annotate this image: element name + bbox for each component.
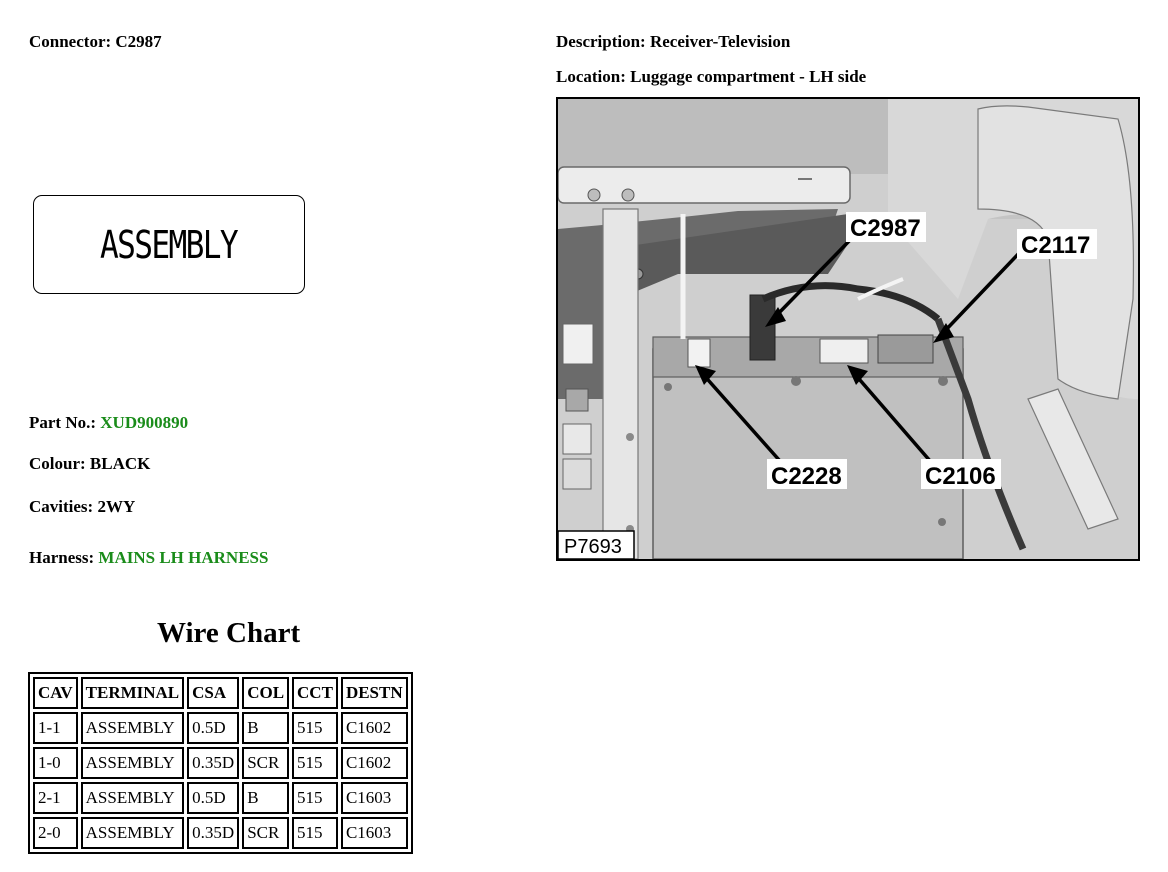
colour-value: BLACK	[89, 454, 151, 473]
cavities-line	[29, 497, 135, 517]
cell-csa: 0.35D	[187, 817, 239, 849]
cell-csa: 0.35D	[187, 747, 239, 779]
table-row	[33, 712, 408, 744]
cell-destn: C1602	[341, 747, 408, 779]
location-line	[556, 67, 866, 87]
header-csa: CSA	[187, 677, 239, 709]
header-col: COL	[242, 677, 289, 709]
description-label: Description:	[556, 32, 646, 51]
cavities-value: 2WY	[97, 497, 136, 516]
part-no-link[interactable]: XUD900890	[100, 413, 189, 432]
cell-col: SCR	[242, 747, 289, 779]
location-illustration	[558, 99, 1138, 559]
description-line	[556, 32, 790, 52]
cell-cct: 515	[292, 747, 338, 779]
cell-col: B	[242, 712, 289, 744]
connector-line	[29, 32, 162, 52]
cell-col: SCR	[242, 817, 289, 849]
header-cct: CCT	[292, 677, 338, 709]
harness-line	[29, 548, 268, 568]
location-label: Location:	[556, 67, 626, 86]
cell-cav: 1-1	[33, 712, 78, 744]
header-cav: CAV	[33, 677, 78, 709]
table-header-row	[33, 677, 408, 709]
connector-label: Connector:	[29, 32, 112, 51]
callout-c2228: C2228	[771, 463, 842, 490]
harness-label: Harness:	[29, 548, 95, 567]
cell-terminal: ASSEMBLY	[81, 712, 185, 744]
table-row	[33, 782, 408, 814]
cell-csa: 0.5D	[187, 782, 239, 814]
colour-label: Colour:	[29, 454, 86, 473]
connector-face-diagram	[33, 195, 305, 294]
cell-terminal: ASSEMBLY	[81, 817, 185, 849]
part-no-label: Part No.:	[29, 413, 97, 432]
cell-col: B	[242, 782, 289, 814]
wire-chart-table	[28, 672, 413, 854]
callout-c2987: C2987	[850, 215, 921, 242]
location-photo	[556, 97, 1140, 561]
cell-destn: C1603	[341, 782, 408, 814]
description-value: Receiver-Television	[649, 32, 791, 51]
callout-c2106: C2106	[925, 463, 996, 490]
cavities-label: Cavities:	[29, 497, 94, 516]
table-row	[33, 817, 408, 849]
cell-cav: 2-0	[33, 817, 78, 849]
location-value: Luggage compartment - LH side	[630, 67, 867, 86]
cell-csa: 0.5D	[187, 712, 239, 744]
cell-destn: C1602	[341, 712, 408, 744]
colour-line	[29, 454, 150, 474]
connector-value: C2987	[115, 32, 162, 51]
assembly-label: ASSEMBLY	[100, 222, 238, 267]
table-row	[33, 747, 408, 779]
cell-cct: 515	[292, 712, 338, 744]
header-destn: DESTN	[341, 677, 408, 709]
cell-cct: 515	[292, 817, 338, 849]
callout-c2117: C2117	[1021, 232, 1091, 259]
harness-link[interactable]: MAINS LH HARNESS	[98, 548, 269, 567]
cell-terminal: ASSEMBLY	[81, 782, 185, 814]
cell-destn: C1603	[341, 817, 408, 849]
header-terminal: TERMINAL	[81, 677, 185, 709]
cell-cct: 515	[292, 782, 338, 814]
wire-chart-title: Wire Chart	[157, 617, 301, 649]
cell-cav: 2-1	[33, 782, 78, 814]
cell-terminal: ASSEMBLY	[81, 747, 185, 779]
cell-cav: 1-0	[33, 747, 78, 779]
part-no-line	[29, 413, 188, 433]
photo-reference: P7693	[564, 536, 622, 558]
